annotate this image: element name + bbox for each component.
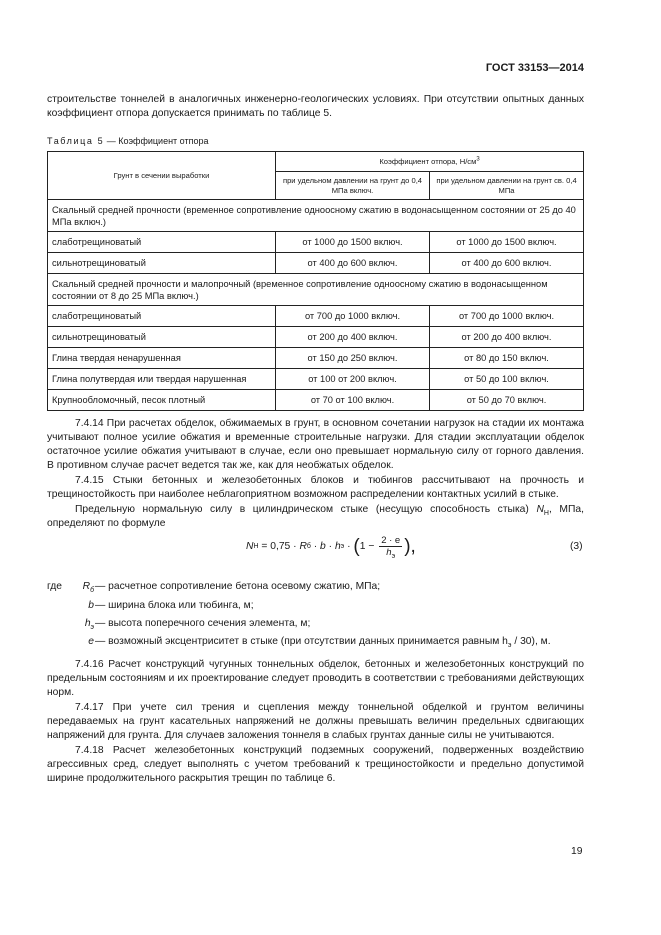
soil-cell: слаботрещиноватый — [48, 306, 276, 327]
high-cell: от 400 до 600 включ. — [430, 253, 584, 274]
paragraph-7-4-14: 7.4.14 При расчетах обделок, обжимаемых в грунт, в основном сочетании нагрузок на стадии их монтажа учитывают полное усилие обжатия и временные строительные нагрузки. Для стадии эксплуатации обделок остаточное усилие обжатия учитывают в случае, если оно превышает нормальную силу от горного давления. В противном случае расчет ведется так же, как для необжатых обделок. — [47, 418, 584, 471]
table-caption-label: Таблица 5 — [47, 136, 105, 146]
high-cell: от 700 до 1000 включ. — [430, 306, 584, 327]
low-cell: от 70 от 100 включ. — [276, 390, 430, 411]
definition-R: — расчетное сопротивление бетона осевому сжатию, МПа; — [95, 581, 381, 592]
symbol-b: b — [88, 600, 94, 611]
header-soil: Грунт в сечении выработки — [48, 152, 276, 200]
formula-fraction: $\frac{2 \cdot e}{h_э}$ — [381, 535, 401, 560]
paragraph-7-4-16: 7.4.16 Расчет конструкций чугунных тоннельных обделок, бетонных и железобетонных конструкций по предельным состояниям и их проектирование следует проводить в соответствии с требованиями действующих норм. — [47, 659, 584, 698]
low-cell: от 400 до 600 включ. — [276, 253, 430, 274]
group-row-1: Скальный средней прочности (временное сопротивление одноосному сжатию в водонасыщенном состоянии от 25 до 40 МПа включ.) — [48, 200, 584, 232]
high-cell: от 200 до 400 включ. — [430, 327, 584, 348]
soil-cell: Глина полутвердая или твердая нарушенная — [48, 369, 276, 390]
high-cell: от 80 до 150 включ. — [430, 348, 584, 369]
paragraph-7-4-18: 7.4.18 Расчет железобетонных конструкций подземных сооружений, подверженных воздействию агрессивных сред, следует выполнять с учетом требований к трещиностойкости и предельно допустимой ширине продолжительного раскрытия трещин по таблице 6. — [47, 745, 584, 784]
header-low-pressure: при удельном давлении на грунт до 0,4 МПа включ. — [276, 172, 430, 200]
intro-paragraph: строительстве тоннелей в аналогичных инженерно-геологических условиях. При отсутствии опытных данных коэффициент отпора допускается принимать по таблице 5. — [47, 94, 584, 119]
table-row — [48, 348, 584, 369]
low-cell: от 150 до 250 включ. — [276, 348, 430, 369]
soil-cell: сильнотрещиноватый — [48, 327, 276, 348]
high-cell: от 1000 до 1500 включ. — [430, 232, 584, 253]
low-cell: от 100 от 200 включ. — [276, 369, 430, 390]
symbol-e: e — [88, 636, 94, 647]
header-coefficient: Коэффициент отпора, $Н/см^3$ — [276, 152, 584, 172]
soil-cell: Глина твердая ненарушенная — [48, 348, 276, 369]
table-row — [48, 390, 584, 411]
paragraph-7-4-17: 7.4.17 При учете сил трения и сцепления между тоннельной обделкой и грунтом величины передаваемых на грунт касательных напряжений не должны превышать величин предельных сдвигающих напряжений для грунта. Для случаев заложения тоннеля в слабых грунтах данные силы не учитываются. — [47, 702, 584, 741]
low-cell: от 700 до 1000 включ. — [276, 306, 430, 327]
table-row — [48, 232, 584, 253]
paragraph-7-4-15: 7.4.15 Стыки бетонных и железобетонных блоков и тюбингов рассчитывают на прочность и трещиностойкость при наиболее неблагоприятном возможном распределении контактных усилий в стыке. — [47, 475, 584, 500]
coefficient-table — [47, 151, 584, 411]
table-row — [48, 327, 584, 348]
low-cell: от 1000 до 1500 включ. — [276, 232, 430, 253]
high-cell: от 50 до 100 включ. — [430, 369, 584, 390]
definition-b: — ширина блока или тюбинга, м; — [95, 600, 254, 611]
table-row — [48, 306, 584, 327]
symbol-R: $R_б$ — [82, 581, 94, 595]
equation-number: (3) — [570, 541, 583, 552]
table-row — [48, 369, 584, 390]
formula-3: N Н = 0,75 · R б · b · h э · ( 1 − $\frac{2 \cdot e}{h_э}$ ), — [246, 535, 416, 560]
table-caption-title: — Коэффициент отпора — [104, 136, 209, 146]
soil-cell: слаботрещиноватый — [48, 232, 276, 253]
page-number: 19 — [571, 846, 583, 857]
paragraph-normal-force: Предельную нормальную силу в цилиндрическом стыке (несущую способность стыка) $N_Н$, МПа, определяют по формуле — [47, 504, 584, 529]
soil-cell: сильнотрещиноватый — [48, 253, 276, 274]
definition-h: — высота поперечного сечения элемента, м; — [95, 618, 311, 629]
definition-e: — возможный эксцентриситет в стыке (при отсутствии данных принимается равным $h_э / 30$), м. — [95, 636, 551, 650]
soil-cell: Крупнообломочный, песок плотный — [48, 390, 276, 411]
table-row — [48, 253, 584, 274]
table-caption — [47, 136, 208, 146]
header-high-pressure: при удельном давлении на грунт св. 0,4 МПа — [430, 172, 584, 200]
standard-header: ГОСТ 33153—2014 — [485, 62, 584, 74]
high-cell: от 50 до 70 включ. — [430, 390, 584, 411]
group-row-2: Скальный средней прочности и малопрочный (временное сопротивление одноосному сжатию в водонасыщенном состоянии от 8 до 25 МПа включ.) — [48, 274, 584, 306]
symbol-h: $h_э$ — [84, 618, 94, 632]
where-word: где — [47, 581, 63, 592]
low-cell: от 200 до 400 включ. — [276, 327, 430, 348]
